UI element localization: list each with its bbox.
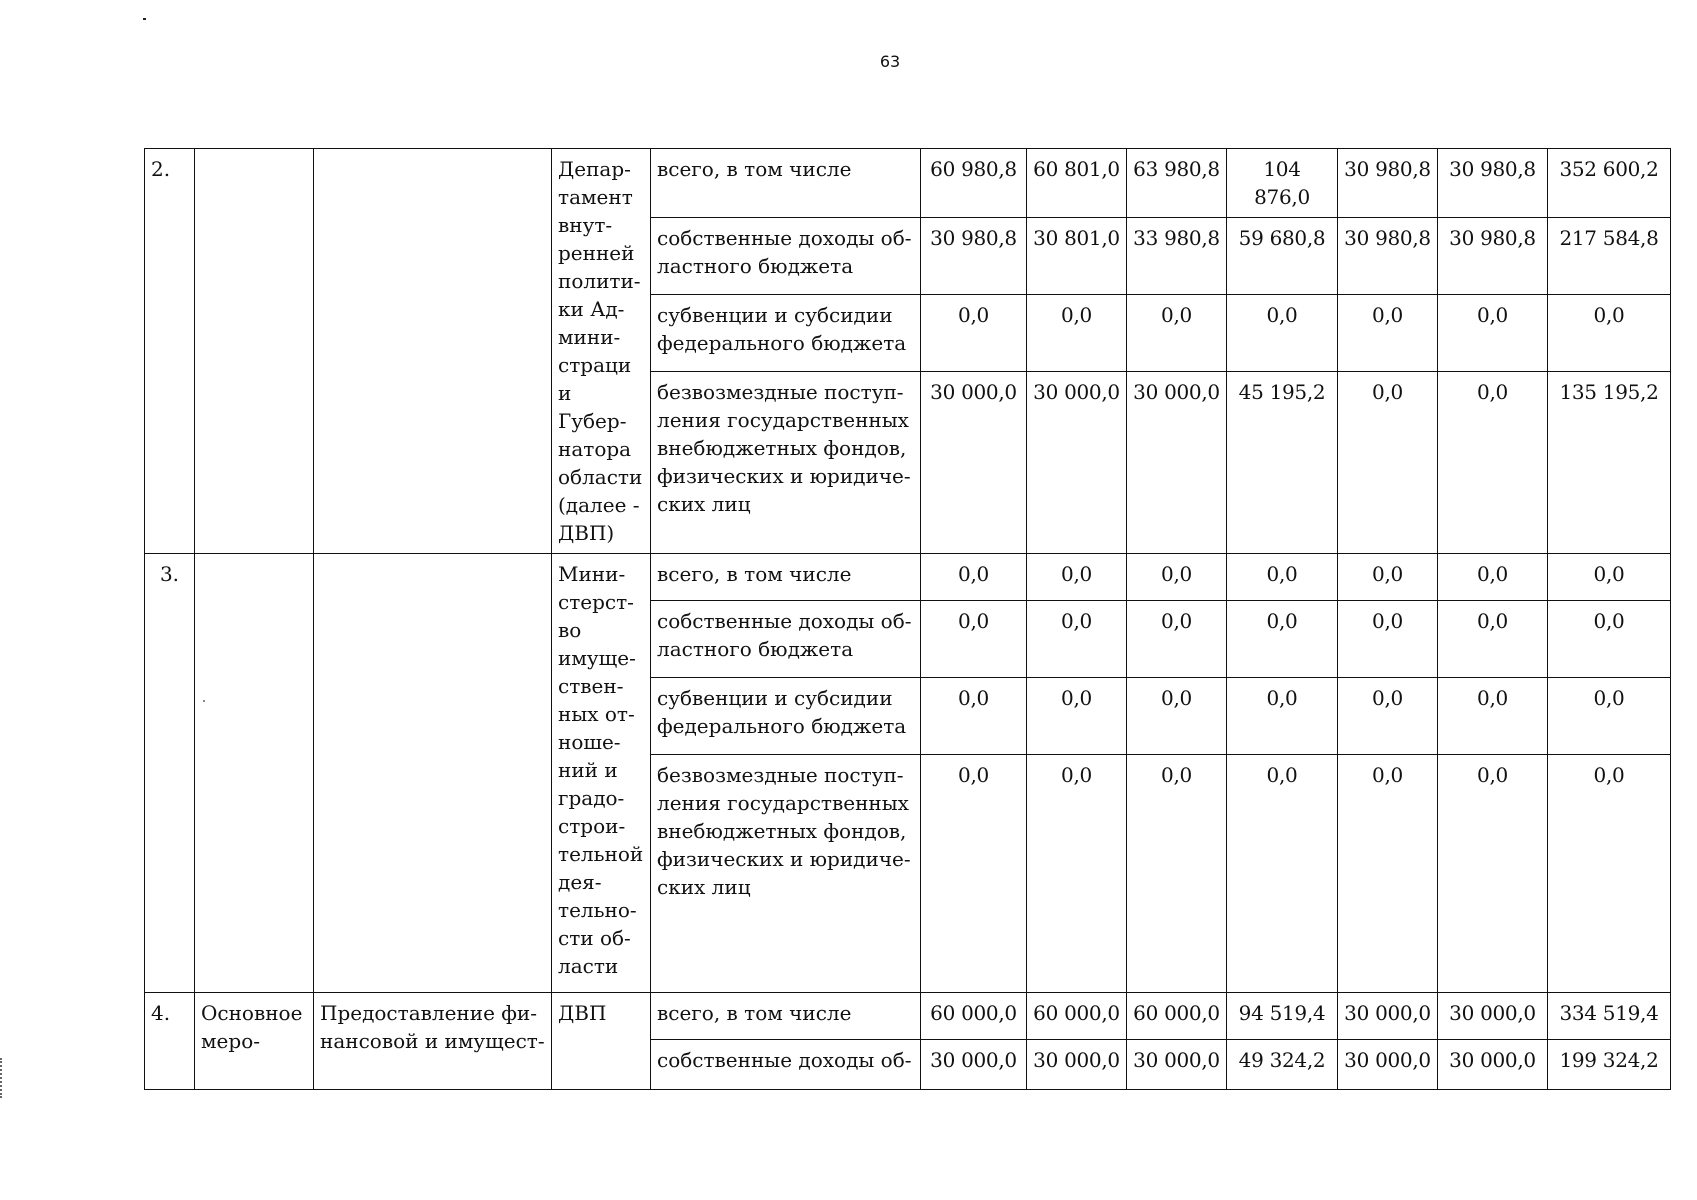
text-line: внебюджетных фондов,	[657, 436, 907, 460]
total-value: 217 584,8	[1548, 218, 1671, 295]
funding-source	[651, 755, 921, 993]
measure-name	[195, 993, 314, 1090]
total-value: 0,0	[1548, 678, 1671, 755]
year-value: 60 000,0	[921, 993, 1027, 1040]
year-value: 0,0	[921, 678, 1027, 755]
text-line: Депар-	[558, 157, 631, 181]
year-value: 45 195,2	[1227, 372, 1338, 554]
text-line: ноше-	[558, 730, 621, 754]
year-value: 30 980,8	[1338, 218, 1438, 295]
year-value: 60 801,0	[1027, 149, 1127, 218]
year-value: 0,0	[1227, 755, 1338, 993]
text-line: всего, в том числе	[657, 562, 852, 586]
text-line: ний и	[558, 758, 618, 782]
year-value: 60 000,0	[1027, 993, 1127, 1040]
year-value: 49 324,2	[1227, 1040, 1338, 1090]
table-row	[145, 554, 1671, 601]
year-value: 0,0	[1438, 601, 1548, 678]
year-value: 0,0	[1438, 554, 1548, 601]
year-value: 63 980,8	[1127, 149, 1227, 218]
text-line: федерального бюджета	[657, 331, 907, 355]
year-value: 0,0	[1227, 601, 1338, 678]
row-number: 2.	[145, 149, 195, 554]
year-value: 0,0	[1438, 678, 1548, 755]
year-value: 0,0	[1127, 554, 1227, 601]
year-value: 0,0	[921, 295, 1027, 372]
year-value: 0,0	[1438, 372, 1548, 554]
year-value: 0,0	[921, 601, 1027, 678]
text-line: градо-	[558, 786, 625, 810]
year-value: 0,0	[1127, 295, 1227, 372]
text-line: мини-	[558, 325, 621, 349]
text-line: безвозмездные поступ-	[657, 380, 904, 404]
text-line: внебюджетных фондов,	[657, 819, 907, 843]
executor	[552, 149, 651, 554]
total-value: 334 519,4	[1548, 993, 1671, 1040]
text-line: федерального бюджета	[657, 714, 907, 738]
year-value: 104 876,0	[1227, 149, 1338, 218]
text-line: ласти	[558, 954, 619, 978]
text-line: ластного бюджета	[657, 637, 854, 661]
funding-source	[651, 295, 921, 372]
year-value: 0,0	[1338, 755, 1438, 993]
year-value: 0,0	[1027, 295, 1127, 372]
year-value: 0,0	[1027, 678, 1127, 755]
total-value: 0,0	[1548, 755, 1671, 993]
total-value: 352 600,2	[1548, 149, 1671, 218]
page-number: 63	[879, 52, 901, 71]
scan-edge-marks	[0, 1058, 5, 1098]
text-line: всего, в том числе	[657, 157, 852, 181]
text-line: субвенции и субсидии	[657, 686, 893, 710]
year-value: 30 000,0	[921, 372, 1027, 554]
scan-speck	[143, 18, 146, 20]
row-number: 4.	[145, 993, 195, 1090]
funding-source	[651, 601, 921, 678]
year-value: 0,0	[1338, 554, 1438, 601]
year-value: 30 980,8	[1438, 149, 1548, 218]
text-line: собственные доходы об-	[657, 1048, 912, 1072]
year-value: 30 000,0	[1127, 1040, 1227, 1090]
year-value: 0,0	[1127, 601, 1227, 678]
year-value: 30 980,8	[1438, 218, 1548, 295]
text-line: ствен-	[558, 674, 624, 698]
text-line: тамент	[558, 185, 633, 209]
executor	[552, 993, 651, 1090]
text-line: полити-	[558, 269, 641, 293]
year-value: 30 000,0	[1338, 1040, 1438, 1090]
text-line: нансовой и имущест-	[320, 1029, 545, 1053]
year-value: 0,0	[1227, 678, 1338, 755]
year-value: 30 000,0	[1438, 993, 1548, 1040]
text-line: ренней	[558, 241, 635, 265]
year-value: 0,0	[921, 755, 1027, 993]
year-value: 0,0	[921, 554, 1027, 601]
year-value: 33 980,8	[1127, 218, 1227, 295]
measure-description	[314, 149, 552, 554]
text-line: ластного бюджета	[657, 254, 854, 278]
text-line: ления государственных	[657, 408, 909, 432]
total-value: 199 324,2	[1548, 1040, 1671, 1090]
year-value: 0,0	[1027, 601, 1127, 678]
year-value: 30 000,0	[1438, 1040, 1548, 1090]
year-value: 0,0	[1338, 678, 1438, 755]
text-line: (далее -	[558, 493, 640, 517]
year-value: 0,0	[1127, 755, 1227, 993]
funding-source	[651, 149, 921, 218]
text-line: Основное	[201, 1001, 303, 1025]
year-value: 0,0	[1338, 295, 1438, 372]
funding-source	[651, 678, 921, 755]
text-line: ки Ад-	[558, 297, 625, 321]
table-row	[145, 149, 1671, 218]
text-line: Губер-	[558, 409, 627, 433]
executor	[552, 554, 651, 993]
text-line: стерст-	[558, 590, 634, 614]
text-line: собственные доходы об-	[657, 226, 912, 250]
text-line: ДВП)	[558, 521, 615, 545]
text-line: во	[558, 618, 582, 642]
year-value: 94 519,4	[1227, 993, 1338, 1040]
funding-source	[651, 993, 921, 1040]
year-value: 30 000,0	[1127, 372, 1227, 554]
year-value: 0,0	[1438, 295, 1548, 372]
measure-name	[195, 554, 314, 993]
year-value: 30 801,0	[1027, 218, 1127, 295]
total-value: 0,0	[1548, 601, 1671, 678]
row-number: 3.	[145, 554, 195, 993]
funding-source	[651, 218, 921, 295]
funding-source	[651, 1040, 921, 1090]
table-row	[145, 993, 1671, 1040]
measure-description	[314, 993, 552, 1090]
funding-source	[651, 372, 921, 554]
year-value: 0,0	[1227, 554, 1338, 601]
year-value: 0,0	[1438, 755, 1548, 993]
text-line: дея-	[558, 870, 602, 894]
text-line: всего, в том числе	[657, 1001, 852, 1025]
year-value: 30 000,0	[1027, 1040, 1127, 1090]
text-line: натора	[558, 437, 632, 461]
text-line: ления государственных	[657, 791, 909, 815]
text-line: меро-	[201, 1029, 260, 1053]
text-line: Предоставление фи-	[320, 1001, 538, 1025]
text-line: безвозмездные поступ-	[657, 763, 904, 787]
year-value: 0,0	[1227, 295, 1338, 372]
text-line: сти об-	[558, 926, 631, 950]
text-line: области	[558, 465, 643, 489]
text-line: внут-	[558, 213, 613, 237]
year-value: 59 680,8	[1227, 218, 1338, 295]
text-line: ных от-	[558, 702, 635, 726]
text-line: Мини-	[558, 562, 626, 586]
year-value: 30 000,0	[1027, 372, 1127, 554]
text-line: физических и юридиче-	[657, 847, 911, 871]
measure-name	[195, 149, 314, 554]
year-value: 30 000,0	[1338, 993, 1438, 1040]
text-line: тельной	[558, 842, 644, 866]
text-line: ских лиц	[657, 875, 751, 899]
scan-speck	[203, 700, 205, 702]
funding-source	[651, 554, 921, 601]
year-value: 0,0	[1027, 755, 1127, 993]
text-line: физических и юридиче-	[657, 464, 911, 488]
text-line: страции	[558, 353, 632, 405]
text-line: тельно-	[558, 898, 637, 922]
text-line: ДВП	[558, 1001, 607, 1025]
year-value: 0,0	[1027, 554, 1127, 601]
measure-description	[314, 554, 552, 993]
text-line: строи-	[558, 814, 626, 838]
total-value: 135 195,2	[1548, 372, 1671, 554]
year-value: 0,0	[1338, 601, 1438, 678]
text-line: ских лиц	[657, 492, 751, 516]
year-value: 0,0	[1338, 372, 1438, 554]
year-value: 60 980,8	[921, 149, 1027, 218]
text-line: собственные доходы об-	[657, 609, 912, 633]
year-value: 30 980,8	[1338, 149, 1438, 218]
total-value: 0,0	[1548, 295, 1671, 372]
total-value: 0,0	[1548, 554, 1671, 601]
year-value: 60 000,0	[1127, 993, 1227, 1040]
text-line: субвенции и субсидии	[657, 303, 893, 327]
text-line: имуще-	[558, 646, 636, 670]
year-value: 0,0	[1127, 678, 1227, 755]
year-value: 30 980,8	[921, 218, 1027, 295]
year-value: 30 000,0	[921, 1040, 1027, 1090]
budget-table	[144, 148, 1671, 1090]
